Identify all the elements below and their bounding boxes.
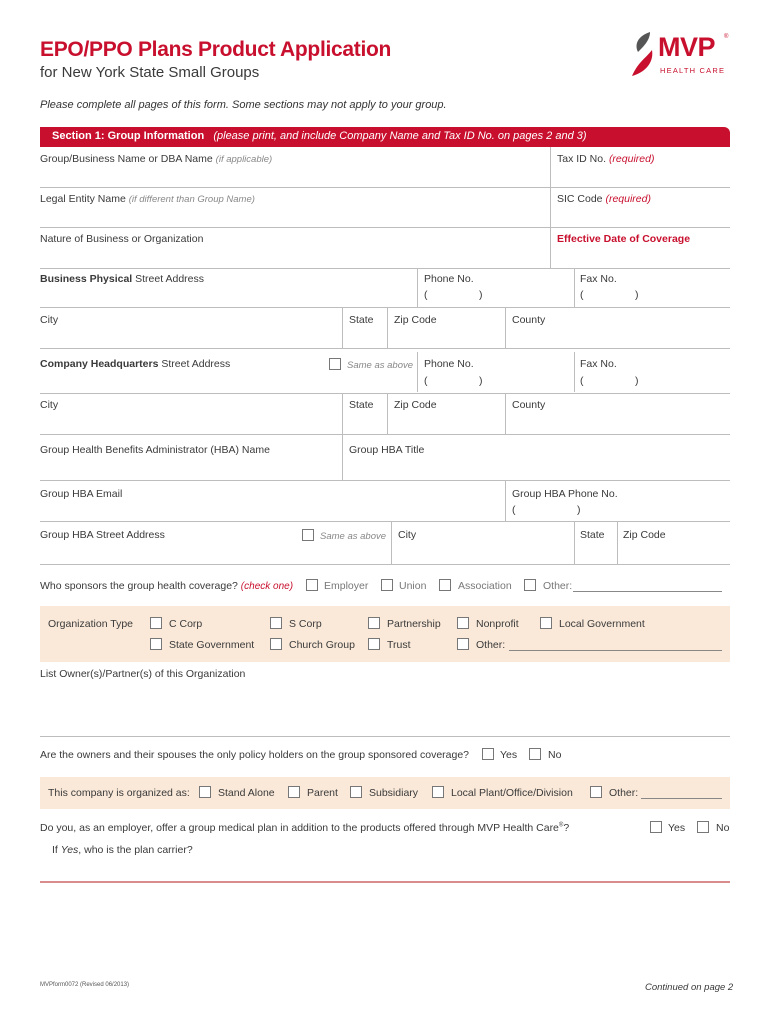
org-trust-checkbox[interactable] — [368, 638, 380, 650]
hba-email-field[interactable] — [40, 484, 502, 520]
offer-no-checkbox[interactable] — [697, 821, 709, 833]
organized-other-input[interactable] — [641, 798, 722, 799]
divider — [40, 227, 730, 228]
hba-zip-field[interactable] — [619, 525, 730, 561]
org-nonprofit-checkbox[interactable] — [457, 617, 469, 629]
organized-local-plant-label: Local Plant/Office/Division — [451, 787, 573, 799]
owners-label: List Owner(s)/Partner(s) of this Organization — [40, 668, 246, 680]
nature-of-business-label: Nature of Business or Organization — [40, 233, 204, 245]
section-1-title: Section 1: Group Information — [52, 130, 205, 142]
hq-fax-label: Fax No. — [580, 358, 617, 370]
organized-parent-label: Parent — [307, 787, 338, 799]
divider — [40, 736, 730, 737]
hba-same-as-above-label: Same as above — [320, 531, 387, 542]
logo-registered: ® — [724, 34, 729, 40]
hba-zip-label: Zip Code — [623, 529, 666, 541]
sic-code-label: SIC Code (required) — [557, 193, 651, 205]
offer-yes-checkbox[interactable] — [650, 821, 662, 833]
org-other-label: Other: — [476, 639, 506, 651]
org-s-corp-checkbox[interactable] — [270, 617, 282, 629]
organization-type-label: Organization Type — [48, 618, 134, 630]
org-local-government-checkbox[interactable] — [540, 617, 552, 629]
hba-name-field[interactable] — [40, 438, 340, 478]
hba-phone-paren-close: ) — [577, 504, 581, 516]
section-1-note: (please print, and include Company Name and Tax ID No. on pages 2 and 3) — [213, 130, 587, 142]
organized-local-plant-checkbox[interactable] — [432, 786, 444, 798]
organized-other-checkbox[interactable] — [590, 786, 602, 798]
offer-yes-label: Yes — [668, 822, 686, 834]
org-church-group-label: Church Group — [289, 639, 355, 651]
divider — [40, 434, 730, 435]
effective-date-field[interactable] — [552, 230, 730, 266]
legal-entity-field[interactable] — [40, 190, 550, 226]
business-address-field[interactable] — [40, 270, 416, 306]
hq-phone-label: Phone No. — [424, 358, 474, 370]
hq-city-label: City — [40, 399, 59, 411]
divider — [574, 522, 575, 564]
sponsor-union-checkbox[interactable] — [381, 579, 393, 591]
spouses-question: Are the owners and their spouses the only policy holders on the group sponsored coverage? — [40, 749, 470, 761]
divider — [505, 481, 506, 521]
sponsor-other-input[interactable] — [573, 591, 722, 592]
hba-state-label: State — [580, 529, 605, 541]
intro-text: Please complete all pages of this form. Some sections may not apply to your group. — [40, 99, 447, 111]
hq-same-as-above-label: Same as above — [347, 360, 414, 371]
mvp-logo — [628, 28, 738, 82]
divider — [617, 522, 618, 564]
section-1-header — [40, 127, 730, 147]
org-trust-label: Trust — [387, 639, 411, 651]
spouses-yes-checkbox[interactable] — [482, 748, 494, 760]
continued-note: Continued on page 2 — [645, 982, 734, 993]
divider — [342, 308, 343, 348]
divider — [342, 435, 343, 480]
divider — [417, 269, 418, 307]
business-zip-field[interactable] — [389, 310, 503, 346]
business-fax-field[interactable] — [576, 270, 730, 306]
hq-county-label: County — [512, 399, 546, 411]
org-other-input[interactable] — [509, 650, 722, 651]
business-city-label: City — [40, 314, 59, 326]
sponsor-other-checkbox[interactable] — [524, 579, 536, 591]
hq-zip-label: Zip Code — [394, 399, 437, 411]
organized-subsidiary-label: Subsidiary — [369, 787, 419, 799]
organized-stand-alone-checkbox[interactable] — [199, 786, 211, 798]
sic-code-field[interactable] — [552, 190, 730, 226]
sponsor-association-checkbox[interactable] — [439, 579, 451, 591]
divider — [505, 394, 506, 434]
business-fax-paren-open: ( — [580, 289, 584, 301]
business-county-field[interactable] — [507, 310, 730, 346]
business-phone-paren-open: ( — [424, 289, 428, 301]
divider — [417, 352, 418, 392]
plan-carrier-question: If Yes, who is the plan carrier? — [52, 844, 193, 856]
divider — [40, 480, 730, 481]
hba-phone-field[interactable] — [507, 484, 730, 520]
owners-field[interactable] — [40, 682, 730, 734]
org-church-group-checkbox[interactable] — [270, 638, 282, 650]
form-subtitle: for New York State Small Groups — [40, 64, 260, 81]
hq-phone-paren-close: ) — [479, 375, 483, 387]
divider — [574, 352, 575, 392]
effective-date-label: Effective Date of Coverage — [557, 233, 691, 245]
sponsor-question: Who sponsors the group health coverage? (check one) — [40, 580, 294, 592]
hq-address-field[interactable] — [40, 352, 320, 392]
hba-same-as-above-checkbox[interactable] — [302, 529, 314, 541]
hba-title-label: Group HBA Title — [349, 444, 425, 456]
hq-state-field[interactable] — [344, 396, 386, 432]
hq-zip-field[interactable] — [389, 396, 503, 432]
org-partnership-checkbox[interactable] — [368, 617, 380, 629]
org-state-government-checkbox[interactable] — [150, 638, 162, 650]
hba-state-field[interactable] — [576, 525, 616, 561]
nature-of-business-field[interactable] — [40, 230, 550, 266]
divider — [387, 394, 388, 434]
business-fax-paren-close: ) — [635, 289, 639, 301]
leaf-icon — [628, 28, 658, 80]
sponsor-employer-label: Employer — [324, 580, 369, 592]
divider — [574, 269, 575, 307]
organized-as-label: This company is organized as: — [48, 787, 190, 799]
organization-type-band — [40, 606, 730, 662]
sponsor-other-label: Other: — [543, 580, 573, 592]
hba-phone-label: Group HBA Phone No. — [512, 488, 618, 500]
spouses-yes-label: Yes — [500, 749, 518, 761]
org-local-government-label: Local Government — [559, 618, 645, 630]
logo-subtext: HEALTH CARE — [660, 66, 726, 75]
divider — [40, 268, 730, 269]
business-zip-label: Zip Code — [394, 314, 437, 326]
business-address-label: Business Physical Street Address — [40, 273, 205, 285]
logo-wordmark: MVP — [658, 32, 716, 62]
business-county-label: County — [512, 314, 546, 326]
hba-phone-paren-open: ( — [512, 504, 516, 516]
divider — [550, 147, 551, 268]
divider — [505, 308, 506, 348]
group-name-label: Group/Business Name or DBA Name (if applicable) — [40, 153, 273, 165]
business-state-label: State — [349, 314, 374, 326]
business-fax-label: Fax No. — [580, 273, 617, 285]
offer-question: Do you, as an employer, offer a group medical plan in addition to the products offered through MVP Health Care®? — [40, 822, 570, 834]
divider — [40, 521, 730, 522]
hba-street-label: Group HBA Street Address — [40, 529, 165, 541]
tax-id-label: Tax ID No. (required) — [557, 153, 655, 165]
hq-same-as-above-checkbox[interactable] — [329, 358, 341, 370]
business-city-field[interactable] — [40, 310, 340, 346]
organized-subsidiary-checkbox[interactable] — [350, 786, 362, 798]
organized-stand-alone-label: Stand Alone — [218, 787, 275, 799]
sponsor-employer-checkbox[interactable] — [306, 579, 318, 591]
offer-no-label: No — [716, 822, 730, 834]
divider — [391, 522, 392, 564]
group-name-field[interactable] — [40, 150, 550, 186]
plan-carrier-field[interactable] — [210, 840, 730, 858]
divider — [40, 348, 730, 349]
hba-city-label: City — [398, 529, 417, 541]
hba-street-field[interactable] — [40, 525, 290, 561]
spouses-no-label: No — [548, 749, 562, 761]
business-phone-paren-close: ) — [479, 289, 483, 301]
hq-fax-field[interactable] — [576, 352, 730, 392]
divider — [342, 394, 343, 434]
hq-county-field[interactable] — [507, 396, 730, 432]
divider — [40, 564, 730, 565]
legal-entity-label: Legal Entity Name (if different than Group Name) — [40, 193, 255, 205]
organized-other-label: Other: — [609, 787, 639, 799]
hq-phone-field[interactable] — [419, 352, 573, 392]
form-id: MVPform0072 (Revised 06/2013) — [40, 982, 130, 988]
business-state-field[interactable] — [344, 310, 386, 346]
hq-fax-paren-open: ( — [580, 375, 584, 387]
hq-city-field[interactable] — [40, 396, 340, 432]
org-s-corp-label: S Corp — [289, 618, 322, 630]
hba-name-label: Group Health Benefits Administrator (HBA) Name — [40, 444, 270, 456]
hba-email-label: Group HBA Email — [40, 488, 123, 500]
hba-title-field[interactable] — [344, 438, 730, 478]
org-state-government-label: State Government — [169, 639, 255, 651]
hq-address-label: Company Headquarters Street Address — [40, 358, 231, 370]
hq-phone-paren-open: ( — [424, 375, 428, 387]
org-nonprofit-label: Nonprofit — [476, 618, 519, 630]
tax-id-field[interactable] — [552, 150, 730, 186]
sponsor-association-label: Association — [458, 580, 512, 592]
form-title: EPO/PPO Plans Product Application — [40, 38, 392, 61]
org-other-checkbox[interactable] — [457, 638, 469, 650]
org-c-corp-checkbox[interactable] — [150, 617, 162, 629]
spouses-no-checkbox[interactable] — [529, 748, 541, 760]
business-phone-field[interactable] — [419, 270, 573, 306]
business-phone-label: Phone No. — [424, 273, 474, 285]
divider — [387, 308, 388, 348]
org-partnership-label: Partnership — [387, 618, 441, 630]
hba-city-field[interactable] — [393, 525, 571, 561]
divider — [40, 187, 730, 188]
sponsor-union-label: Union — [399, 580, 427, 592]
section-end-divider — [40, 881, 730, 883]
hq-fax-paren-close: ) — [635, 375, 639, 387]
divider — [40, 393, 730, 394]
divider — [40, 307, 730, 308]
hq-state-label: State — [349, 399, 374, 411]
org-c-corp-label: C Corp — [169, 618, 203, 630]
organized-parent-checkbox[interactable] — [288, 786, 300, 798]
